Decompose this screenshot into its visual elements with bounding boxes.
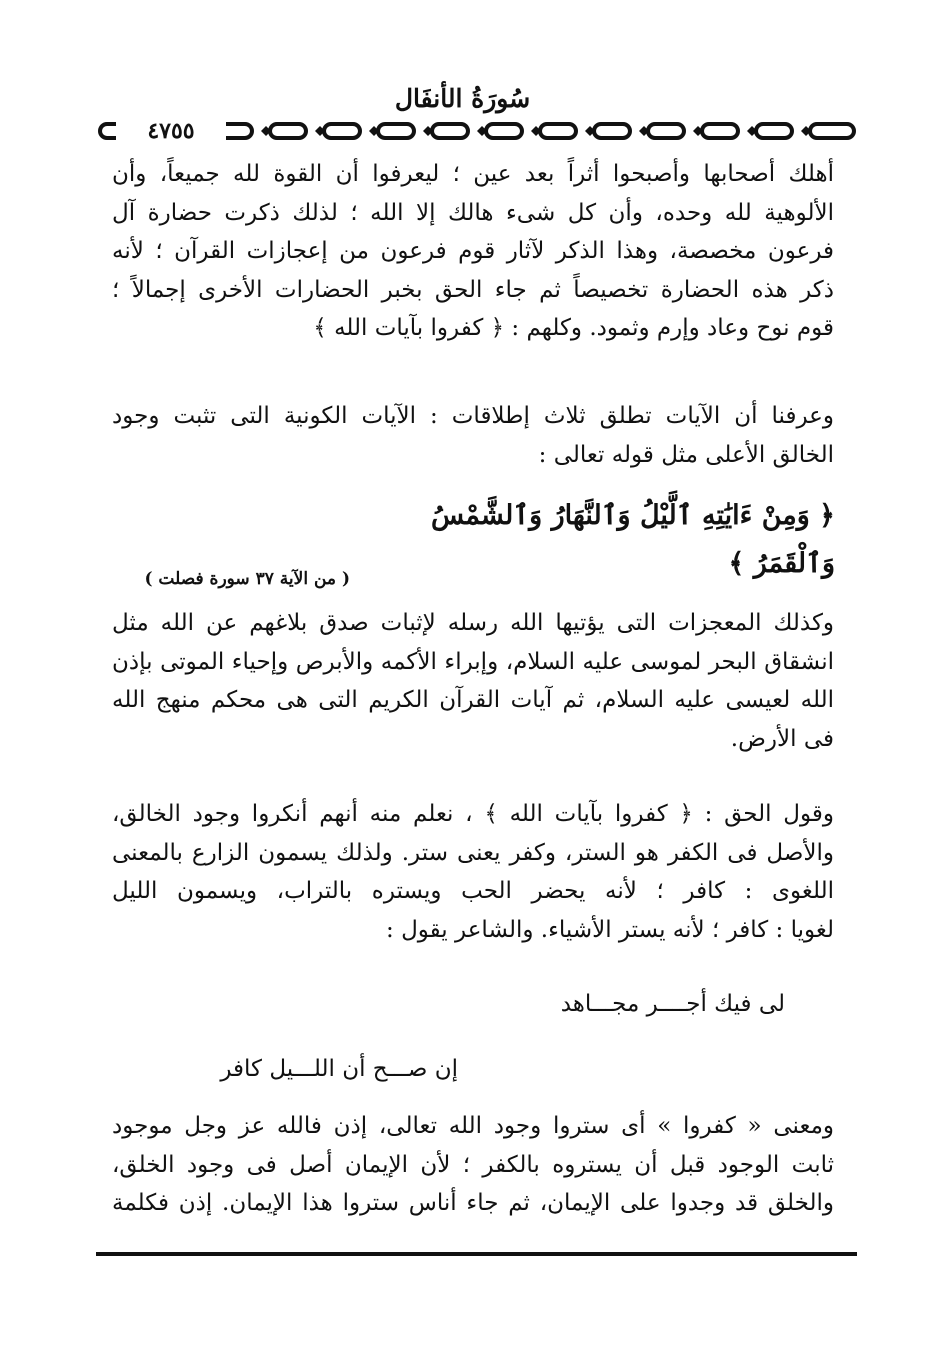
bottom-rule (96, 1252, 857, 1256)
paragraph-3 (112, 604, 834, 758)
text-line: اللغوى : كافر ؛ لأنه يحضر الحب ويستره بالتراب، ويسمون الليل (112, 878, 834, 904)
page-number: ٤٧٥٥ (116, 117, 226, 145)
text-line: ومعنى « كفروا » أى ستروا وجود الله تعالى، إذن فالله عز وجل موجود (112, 1113, 834, 1139)
poem-line-2: إن صـــح أن اللـــيل كافر (220, 1056, 458, 1082)
text-line: قوم نوح وعاد وإرم وثمود. وكلهم : ﴿ كفروا بآيات الله ﴾ (313, 315, 834, 341)
text-line: ثابت الوجود قبل أن يستروه بالكفر ؛ لأن الإيمان أصل فى وجود الخلق، (112, 1151, 834, 1178)
text-line: أهلك أصحابها وأصبحوا أثراً بعد عين ؛ ليعرفوا أن القوة لله جميعاً، وأن (112, 161, 834, 187)
text-line: فى الأرض. (730, 725, 834, 752)
text-line: الألوهية لله وحده، وأن كل شىء هالك إلا الله ؛ لذلك ذكرت حضارة آل (112, 199, 834, 226)
text-line: والأصل فى الكفر هو الستر، وكفر يعنى ستر. ولذلك يسمون الزارع بالمعنى (112, 839, 834, 866)
text-line: وكذلك المعجزات التى يؤتيها الله رسله لإثبات صدق بلاغهم عن الله مثل (112, 610, 834, 636)
text-line: فرعون مخصصة، وهذا الذكر لآثار قوم فرعون من إعجازات القرآن ؛ لأنه (112, 238, 834, 264)
text-line: ذكر هذه الحضارة تخصيصاً ثم جاء الحق بخبر الحضارات الأخرى إجمالاً ؛ (112, 276, 834, 303)
text-line: انشقاق البحر لموسى عليه السلام، وإبراء الأكمه والأبرص وإحياء الموتى بإذن (112, 648, 834, 675)
paragraph-2 (112, 397, 834, 474)
surah-title: سُورَةُ الأنفَال (394, 84, 531, 113)
paragraph-4 (112, 795, 834, 949)
paragraph-1 (112, 155, 834, 348)
text-line: لغويا : كافر ؛ لأنه يستر الأشياء. والشاعر يقول : (386, 916, 834, 943)
text-line: والخلق قد وجدوا على الإيمان، ثم جاء أناس ستروا هذا الإيمان. إذن فكلمة (112, 1190, 834, 1216)
text-line: الله لعيسى عليه السلام، ثم آيات القرآن الكريم التى هى محكم منهج الله (112, 687, 834, 713)
verse-reference: ( من الآية ٣٧ سورة فصلت ) (144, 569, 350, 589)
text-line: وقول الحق : ﴿ كفروا بآيات الله ﴾ ، نعلم منه أنهم أنكروا وجود الخالق، (112, 801, 834, 827)
poem-line-1: لى فيك أجــــر مجـــاهد (560, 991, 785, 1017)
paragraph-5 (112, 1107, 834, 1223)
text-line: وعرفنا أن الآيات تطلق ثلاث إطلاقات : الآيات الكونية التى تثبت وجود (112, 403, 834, 429)
text-line: الخالق الأعلى مثل قوله تعالى : (538, 441, 834, 468)
quran-verse: ﴿ وَمِنْ ءَايَٰتِهِ ٱلَّيْلُ وَٱلنَّهَارُ وَٱلشَّمْسُ وَٱلْقَمَرُ ﴾ (431, 500, 835, 579)
